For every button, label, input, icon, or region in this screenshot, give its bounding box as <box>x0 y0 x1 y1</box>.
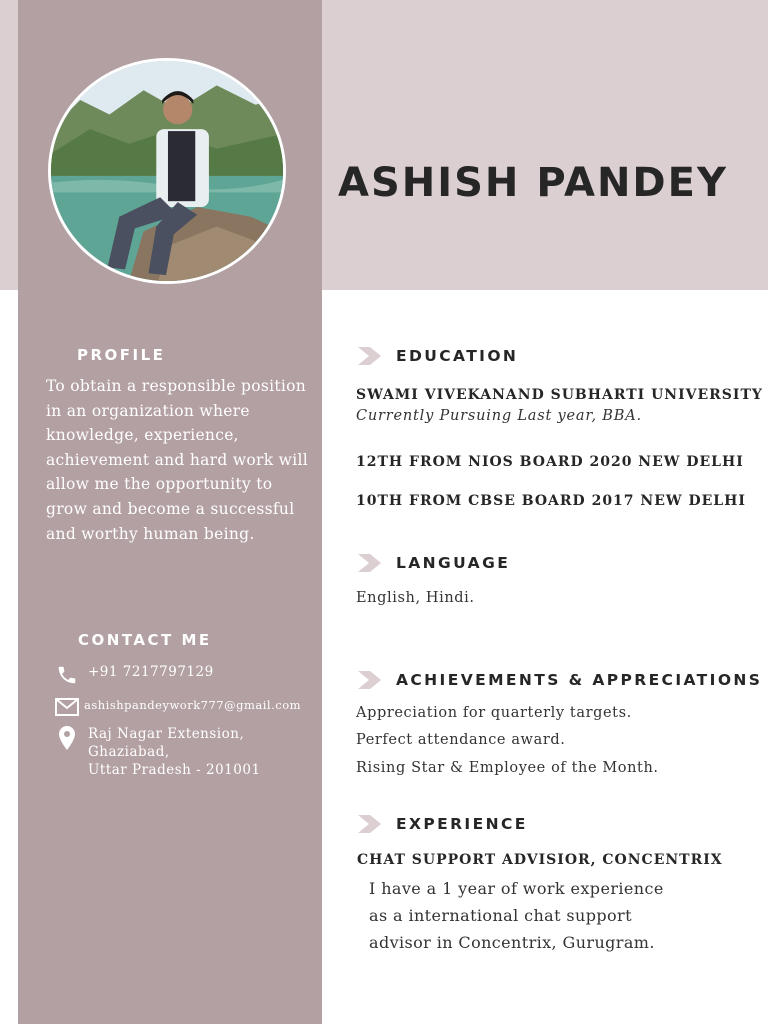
email-address[interactable]: ashishpandeywork777@gmail.com <box>84 698 302 712</box>
language-text: English, Hindi. <box>356 590 475 606</box>
contact-phone-row <box>54 664 214 686</box>
achievements-section-header <box>356 670 762 690</box>
achievement-item: Appreciation for quarterly targets. <box>356 705 632 721</box>
experience-section-header <box>356 814 528 834</box>
chevron-right-icon <box>356 346 382 366</box>
experience-role: CHAT SUPPORT ADVISIOR, CONCENTRIX <box>357 852 723 868</box>
address-line-2: Ghaziabad, <box>88 744 170 760</box>
map-pin-icon <box>54 725 80 751</box>
experience-line: as a international chat support <box>369 905 632 925</box>
language-heading: LANGUAGE <box>396 554 511 572</box>
chevron-right-icon <box>356 814 382 834</box>
profile-heading: PROFILE <box>77 346 166 364</box>
phone-number[interactable]: +91 7217797129 <box>88 664 214 680</box>
education-university: SWAMI VIVEKANAND SUBHARTI UNIVERSITY <box>356 387 763 403</box>
education-heading: EDUCATION <box>396 347 519 365</box>
education-tenth: 10TH FROM CBSE BOARD 2017 NEW DELHI <box>356 493 746 509</box>
phone-icon <box>54 664 80 686</box>
address-line-1: Raj Nagar Extension, <box>88 726 245 742</box>
experience-line: advisor in Concentrix, Gurugram. <box>369 932 655 952</box>
profile-text: To obtain a responsible position in an organization where knowledge, experience, achievement and hard work will allow me the opportunity to grow and become a successful and worthy human being. <box>46 377 308 543</box>
chevron-right-icon <box>356 670 382 690</box>
contact-email-row <box>54 698 301 716</box>
contact-heading: CONTACT ME <box>78 631 212 649</box>
experience-heading: EXPERIENCE <box>396 815 528 833</box>
achievements-heading: ACHIEVEMENTS & APPRECIATIONS <box>396 671 763 689</box>
address <box>88 725 261 779</box>
achievement-item: Perfect attendance award. <box>356 732 566 748</box>
profile-photo <box>48 58 286 284</box>
envelope-icon <box>54 698 80 716</box>
experience-description <box>369 876 709 956</box>
candidate-name: ASHISH PANDEY <box>338 160 728 206</box>
education-status: Currently Pursuing Last year, BBA. <box>356 408 642 424</box>
address-line-3: Uttar Pradesh - 201001 <box>88 762 261 778</box>
education-twelfth: 12TH FROM NIOS BOARD 2020 NEW DELHI <box>356 454 744 470</box>
education-section-header <box>356 346 518 366</box>
experience-line: I have a 1 year of work experience <box>369 879 664 898</box>
language-section-header <box>356 553 510 573</box>
chevron-right-icon <box>356 553 382 573</box>
contact-address-row <box>54 725 261 779</box>
achievement-item: Rising Star & Employee of the Month. <box>356 760 659 776</box>
